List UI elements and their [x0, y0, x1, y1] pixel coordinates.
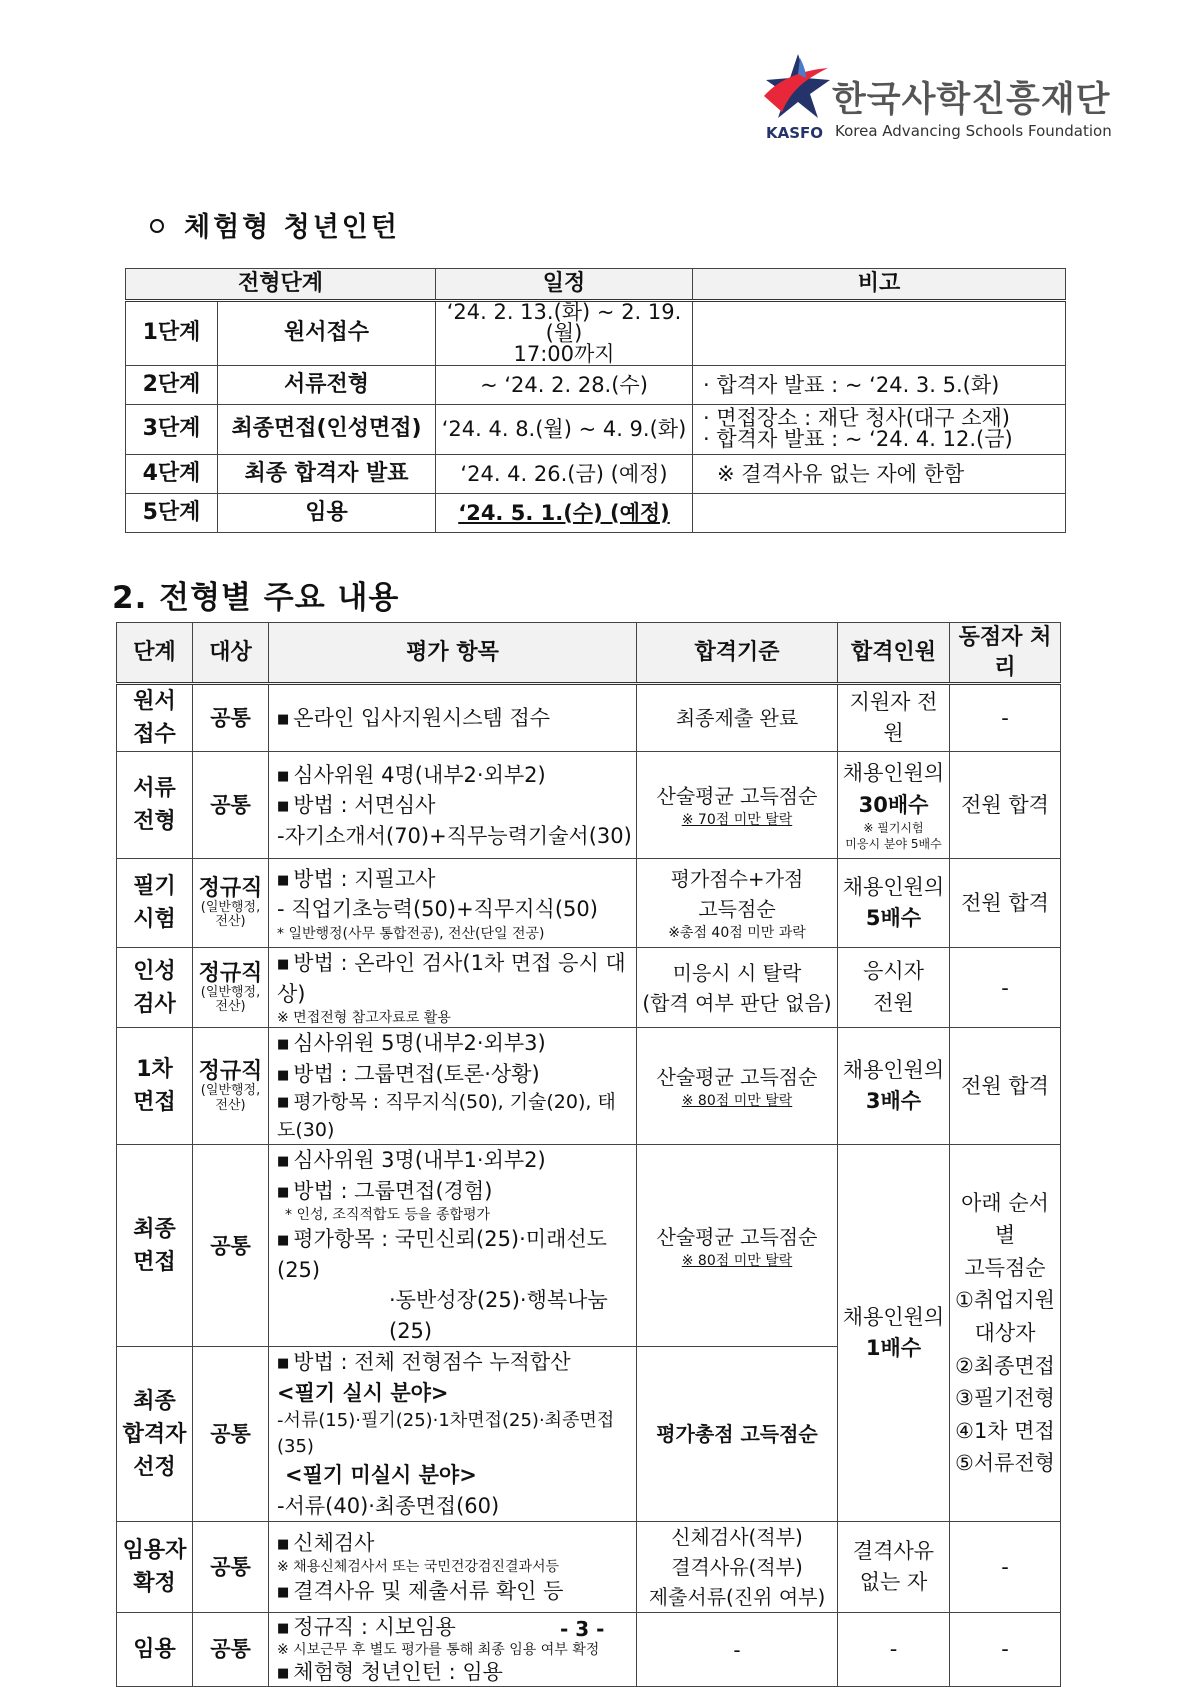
tie-text: 대상자 — [974, 1321, 1036, 1345]
criteria-note: ※총점 40점 미만 과락 — [668, 925, 806, 942]
stage-cell — [117, 752, 193, 859]
schedule-header-stage: 전형단계 — [126, 269, 436, 301]
item-text: -자기소개서(70)+직무능력기술서(30) — [277, 823, 632, 848]
count-cell — [838, 1028, 950, 1145]
item-text: ■ 심사위원 5명(내부2·외부3) — [277, 1028, 632, 1058]
count-cell — [838, 859, 950, 948]
tie-cell: - — [950, 1613, 1061, 1687]
table-row — [117, 1522, 1061, 1613]
stage-text: 면접 — [133, 1090, 176, 1116]
criteria-cell — [637, 1145, 838, 1347]
count-text: 3배수 — [865, 1089, 922, 1114]
tie-cell: 전원 합격 — [950, 1028, 1061, 1145]
stage-cell: 임용 — [117, 1613, 193, 1687]
items-cell — [269, 1145, 637, 1347]
target-cell: 공통 — [193, 1145, 269, 1347]
target-text: 정규직 — [198, 960, 263, 986]
main-header-stage: 단계 — [117, 623, 193, 684]
table-row — [117, 1028, 1061, 1145]
stage-text: 합격자 — [122, 1421, 187, 1447]
criteria-cell: 평가총점 고득점순 — [637, 1347, 838, 1522]
target-text: 정규직 — [198, 1059, 263, 1085]
count-cell — [838, 1145, 950, 1522]
criteria-cell — [637, 1028, 838, 1145]
table-row — [117, 752, 1061, 859]
schedule-date: ~ ‘24. 2. 28.(수) — [436, 365, 693, 404]
tie-text: ③필기전형 — [955, 1386, 1055, 1411]
stage-text: 원서 — [133, 689, 176, 715]
intern-heading — [150, 205, 400, 244]
item-note: ※ 면접전형 참고자료로 활용 — [277, 1010, 451, 1027]
criteria-text: 미응시 시 탈락 — [672, 960, 802, 985]
stage-cell — [117, 948, 193, 1028]
criteria-note: ※ 80점 미만 탈락 — [681, 1093, 793, 1110]
item-text: ■ 온라인 입사지원시스템 접수 — [277, 706, 550, 730]
stage-text: 필기 — [133, 874, 176, 900]
item-text: ■ 신체검사 — [277, 1528, 632, 1558]
schedule-note-line: · 합격자 발표 : ~ ‘24. 4. 12.(금) — [703, 427, 1013, 452]
item-note: ※ 시보근무 후 별도 평가를 통해 최종 임용 여부 확정 — [277, 1641, 600, 1658]
table-row — [117, 948, 1061, 1028]
criteria-cell — [637, 1522, 838, 1613]
schedule-date-line: 17:00까지 — [513, 341, 615, 366]
schedule-note — [693, 493, 1066, 532]
stage-cell — [117, 1145, 193, 1347]
item-text: ■ 심사위원 3명(내부1·외부2) — [277, 1145, 632, 1175]
stage-cell — [117, 859, 193, 948]
items-cell — [269, 948, 637, 1028]
intern-schedule-table — [125, 268, 1066, 533]
items-cell — [269, 684, 637, 752]
items-cell — [269, 859, 637, 948]
count-text: 5배수 — [865, 906, 922, 931]
items-cell — [269, 1347, 637, 1522]
stage-text: 전형 — [133, 809, 176, 835]
target-cell — [193, 859, 269, 948]
criteria-text: 산술평균 고득점순 — [656, 1065, 818, 1090]
item-text: ■ 평가항목 : 직무지식(50), 기술(20), 태도(30) — [277, 1089, 632, 1144]
count-text: 결격사유 — [852, 1538, 935, 1563]
criteria-cell — [637, 948, 838, 1028]
schedule-step: 3단계 — [126, 404, 218, 454]
count-text: 1배수 — [865, 1336, 922, 1361]
schedule-note-line: · 면접장소 : 재단 청사(대구 소재) — [703, 406, 1010, 431]
schedule-row — [126, 454, 1066, 493]
item-text: ·동반성장(25)·행복나눔(25) — [389, 1288, 608, 1343]
item-note: ※ 채용신체검사서 또는 국민건강검진결과서등 — [277, 1559, 560, 1576]
criteria-text: (합격 여부 판단 없음) — [642, 990, 832, 1015]
schedule-row — [126, 365, 1066, 404]
page-number: - 3 - — [560, 1617, 605, 1641]
criteria-text: 신체검사(적부) — [671, 1525, 803, 1550]
logo-brand-text: 한국사학진흥재단 — [832, 80, 1111, 120]
schedule-date: ‘24. 4. 8.(월) ~ 4. 9.(화) — [436, 404, 693, 454]
schedule-header-date: 일정 — [436, 269, 693, 301]
item-text: ■ 방법 : 전체 전형점수 누적합산 — [277, 1347, 632, 1377]
schedule-header-row — [126, 269, 1066, 301]
stage-text: 선정 — [133, 1454, 176, 1480]
criteria-text: 제출서류(진위 여부) — [648, 1585, 826, 1610]
stage-cell — [117, 1028, 193, 1145]
count-cell: 지원자 전원 — [838, 684, 950, 752]
schedule-date: ‘24. 5. 1.(수) (예정) — [436, 493, 693, 532]
item-text: ■ 체험형 청년인턴 : 임용 — [277, 1659, 632, 1685]
logo-full-name: Korea Advancing Schools Foundation — [835, 122, 1112, 140]
intern-heading-text: 체험형 청년인턴 — [184, 212, 400, 243]
tie-text: ②최종면접 — [955, 1353, 1055, 1378]
count-note: ※ 필기시험 — [863, 821, 924, 836]
table-row — [117, 1145, 1061, 1347]
count-text: 전원 — [873, 990, 914, 1015]
count-text: 없는 자 — [859, 1570, 928, 1595]
stage-text: 최종 — [133, 1216, 176, 1242]
target-cell: 공통 — [193, 1522, 269, 1613]
criteria-text: 평가점수+가점 — [670, 867, 804, 892]
criteria-text: 산술평균 고득점순 — [656, 784, 818, 809]
schedule-date: ‘24. 4. 26.(금) (예정) — [436, 454, 693, 493]
tie-cell — [950, 1145, 1061, 1522]
tie-text: ①취업지원 — [955, 1288, 1055, 1313]
criteria-text: 결격사유(적부) — [671, 1555, 803, 1580]
count-text: 채용인원의 — [842, 761, 945, 786]
item-text: ■ 방법 : 서면심사 — [277, 790, 632, 820]
item-text: -서류(40)·최종면접(60) — [277, 1493, 500, 1518]
schedule-note — [693, 300, 1066, 365]
stage-text: 인성 — [133, 958, 176, 984]
schedule-stage: 원서접수 — [218, 300, 436, 365]
count-text: 채용인원의 — [842, 1057, 945, 1082]
stage-text: 시험 — [133, 907, 176, 933]
schedule-row — [126, 300, 1066, 365]
stage-cell — [117, 1347, 193, 1522]
schedule-stage: 서류전형 — [218, 365, 436, 404]
schedule-stage: 최종 합격자 발표 — [218, 454, 436, 493]
item-text: ■ 방법 : 그룹면접(토론·상황) — [277, 1059, 632, 1089]
criteria-cell: 최종제출 완료 — [637, 684, 838, 752]
item-text: ■ 정규직 : 시보임용 — [277, 1614, 632, 1640]
main-header-items: 평가 항목 — [269, 623, 637, 684]
selection-details-table — [116, 622, 1061, 1687]
target-cell: 공통 — [193, 752, 269, 859]
criteria-cell: - — [637, 1613, 838, 1687]
count-text: 채용인원의 — [842, 874, 945, 899]
item-note: * 일반행정(사무 통합전공), 전산(단일 전공) — [277, 925, 545, 942]
schedule-date — [436, 300, 693, 365]
target-sub: (일반행정, 전산) — [200, 1083, 261, 1113]
kasfo-logo — [760, 52, 1112, 142]
item-text: ■ 방법 : 지필고사 — [277, 864, 632, 894]
count-cell: - — [838, 1613, 950, 1687]
count-note: 미응시 분야 5배수 — [845, 836, 942, 851]
schedule-row — [126, 404, 1066, 454]
criteria-note: ※ 70점 미만 탈락 — [681, 812, 793, 829]
item-text: ■ 방법 : 온라인 검사(1차 면접 응시 대상) — [277, 948, 632, 1009]
schedule-note — [693, 404, 1066, 454]
main-header-row — [117, 623, 1061, 684]
items-cell — [269, 1028, 637, 1145]
schedule-header-note: 비고 — [693, 269, 1066, 301]
count-cell — [838, 752, 950, 859]
schedule-date-line: ‘24. 2. 13.(화) ~ 2. 19.(월) — [446, 299, 682, 345]
tie-cell: 전원 합격 — [950, 752, 1061, 859]
item-text: ■ 방법 : 그룹면접(경험) — [277, 1176, 632, 1206]
table-row — [117, 859, 1061, 948]
item-text: <필기 미실시 분야> — [285, 1463, 477, 1488]
schedule-row — [126, 493, 1066, 532]
schedule-step: 2단계 — [126, 365, 218, 404]
criteria-text: 산술평균 고득점순 — [656, 1224, 818, 1249]
circle-bullet-icon — [150, 219, 164, 233]
stage-text: 확정 — [133, 1571, 176, 1597]
items-cell — [269, 752, 637, 859]
main-header-criteria: 합격기준 — [637, 623, 838, 684]
item-text: ■ 평가항목 : 국민신뢰(25)·미래선도(25) — [277, 1224, 632, 1285]
target-cell: 공통 — [193, 1347, 269, 1522]
tie-text: ④1차 면접 — [955, 1418, 1055, 1443]
tie-text: 아래 순서별 — [961, 1190, 1049, 1248]
item-text: <필기 실시 분야> — [277, 1380, 449, 1405]
count-cell — [838, 1522, 950, 1613]
target-cell: 공통 — [193, 1613, 269, 1687]
tie-cell: 전원 합격 — [950, 859, 1061, 948]
star-logo-icon — [760, 52, 830, 122]
criteria-text: 고득점순 — [698, 897, 776, 922]
tie-cell: - — [950, 684, 1061, 752]
criteria-note: ※ 80점 미만 탈락 — [681, 1252, 793, 1269]
schedule-stage: 최종면접(인성면접) — [218, 404, 436, 454]
schedule-stage: 임용 — [218, 493, 436, 532]
target-sub: (일반행정, 전산) — [200, 900, 261, 930]
schedule-step: 1단계 — [126, 300, 218, 365]
tie-cell: - — [950, 1522, 1061, 1613]
count-text: 채용인원의 — [842, 1304, 945, 1329]
table-row — [117, 684, 1061, 752]
count-cell — [838, 948, 950, 1028]
item-note: * 인성, 조직적합도 등을 종합평가 — [285, 1207, 491, 1224]
tie-text: 고득점순 — [964, 1255, 1046, 1280]
stage-text: 서류 — [133, 776, 176, 802]
main-header-count: 합격인원 — [838, 623, 950, 684]
schedule-note: ※ 결격사유 없는 자에 한함 — [693, 454, 1066, 493]
main-header-target: 대상 — [193, 623, 269, 684]
schedule-step: 5단계 — [126, 493, 218, 532]
schedule-step: 4단계 — [126, 454, 218, 493]
target-text: 정규직 — [198, 875, 263, 901]
schedule-note: · 합격자 발표 : ~ ‘24. 3. 5.(화) — [693, 365, 1066, 404]
criteria-cell — [637, 752, 838, 859]
target-cell — [193, 948, 269, 1028]
stage-text: 임용자 — [122, 1538, 187, 1564]
target-sub: (일반행정, 전산) — [200, 984, 261, 1014]
count-text: 응시자 — [863, 959, 924, 984]
item-text: ■ 결격사유 및 제출서류 확인 등 — [277, 1576, 632, 1606]
target-cell — [193, 1028, 269, 1145]
main-header-tie: 동점자 처리 — [950, 623, 1061, 684]
section-title: 2. 전형별 주요 내용 — [112, 580, 400, 616]
tie-text: ⑤서류전형 — [955, 1451, 1055, 1476]
stage-cell — [117, 1522, 193, 1613]
stage-cell — [117, 684, 193, 752]
item-text: -서류(15)·필기(25)·1차면접(25)·최종면접(35) — [277, 1410, 615, 1458]
items-cell — [269, 1522, 637, 1613]
stage-text: 1차 — [136, 1057, 173, 1083]
tie-cell: - — [950, 948, 1061, 1028]
criteria-cell — [637, 859, 838, 948]
stage-text: 검사 — [133, 991, 176, 1017]
count-text: 30배수 — [858, 792, 929, 817]
target-cell: 공통 — [193, 684, 269, 752]
logo-abbreviation: KASFO — [766, 124, 824, 142]
item-text: - 직업기초능력(50)+직무지식(50) — [277, 897, 598, 922]
stage-text: 면접 — [133, 1249, 176, 1275]
stage-text: 최종 — [133, 1388, 176, 1414]
item-text: ■ 심사위원 4명(내부2·외부2) — [277, 760, 632, 790]
stage-text: 접수 — [133, 722, 176, 748]
